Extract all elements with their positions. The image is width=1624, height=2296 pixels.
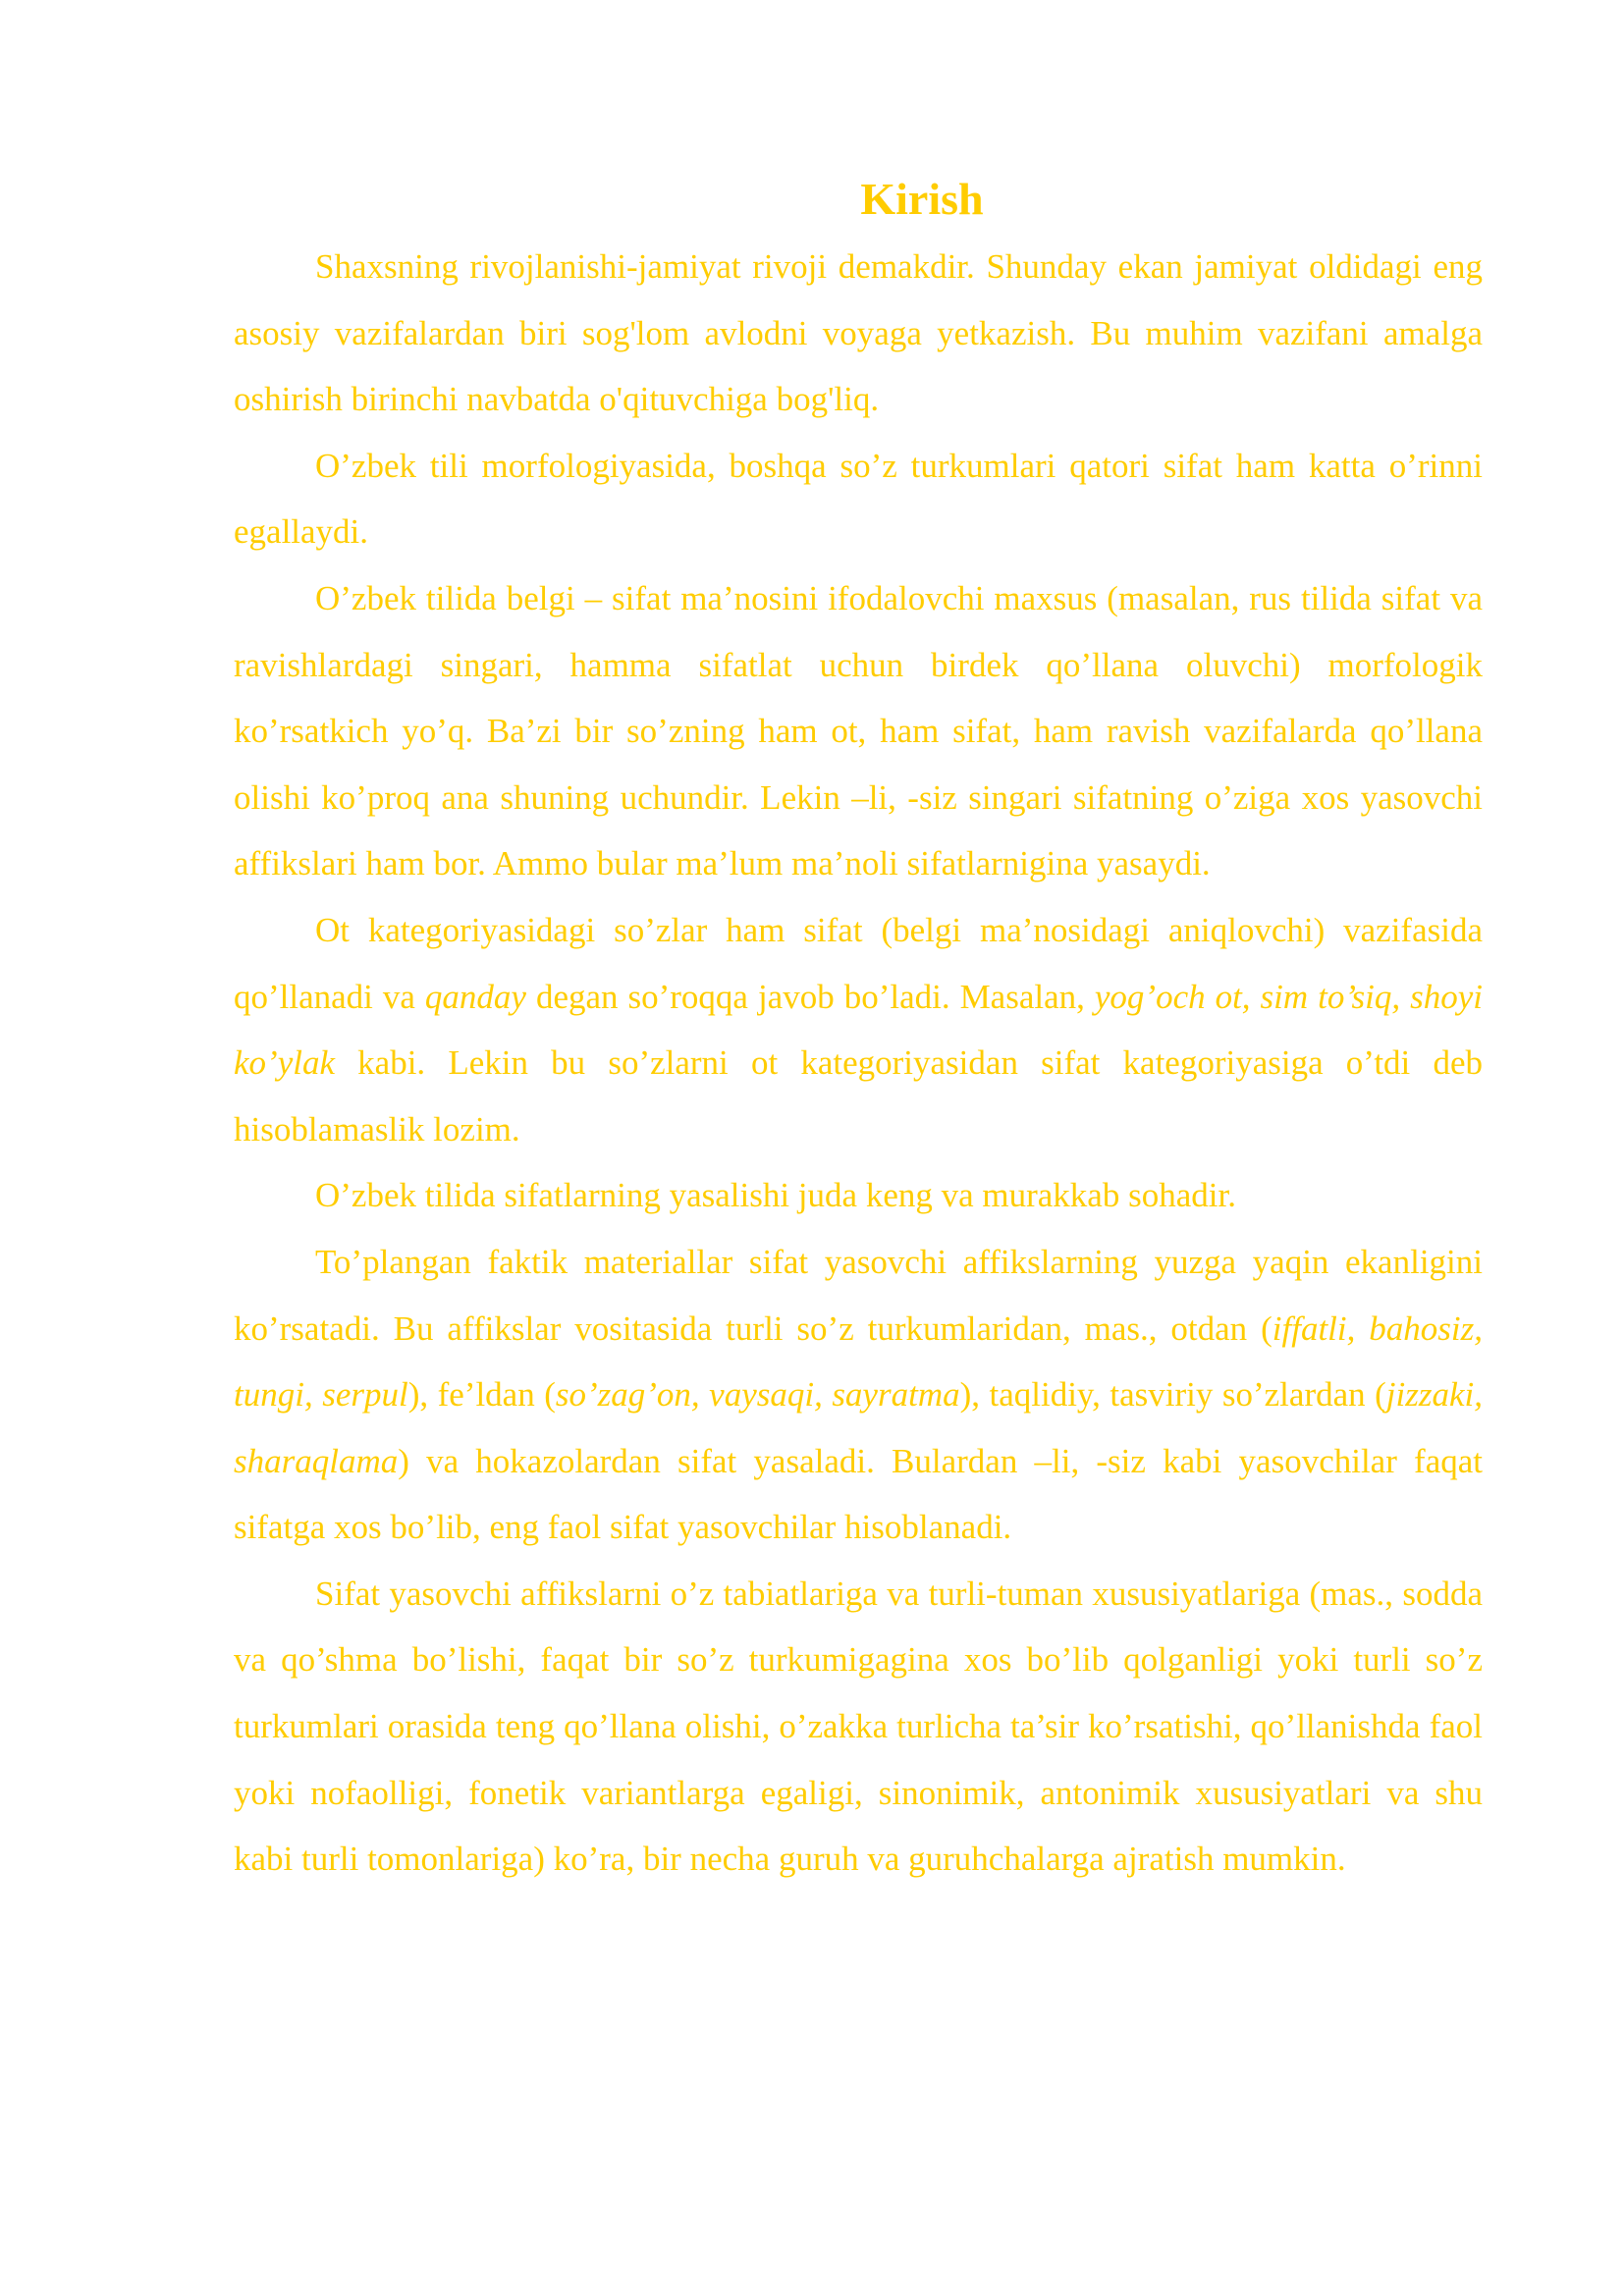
paragraph-text: kabi. Lekin bu so’zlarni ot kategoriyasidan sifat kategoriyasiga o’tdi deb hisoblamaslik lozim.	[234, 1043, 1483, 1148]
paragraph-4	[234, 897, 1483, 1162]
paragraph-text: O’zbek tili morfologiyasida, boshqa so’z turkumlari qatori sifat ham katta o’rinni egallaydi.	[234, 446, 1483, 552]
paragraph-text: Shaxsning rivojlanishi-jamiyat rivoji demakdir. Shunday ekan jamiyat oldidagi eng asosiy vazifalardan biri sog'lom avlodni voyaga yetkazish. Bu muhim vazifani amalga oshirish birinchi navbatda o'qituvchiga bog'liq.	[234, 247, 1483, 419]
paragraph-text: O’zbek tilida belgi – sifat ma’nosini ifodalovchi maxsus (masalan, rus tilida sifat va ravishlardagi singari, hamma sifatlat uchun birdek qo’llana oluvchi) morfologik ko’rsatkich yo’q. Ba’zi bir so’zning ham ot, ham sifat, ham ravish vazifalarda qo’llana olishi ko’proq ana shuning uchundir. Lekin –li, -siz singari sifatning o’ziga xos yasovchi affikslari ham bor. Ammo bular ma’lum ma’noli sifatlarnigina yasaydi.	[234, 578, 1483, 883]
paragraph-text: Ot kategoriyasidagi so’zlar ham sifat (belgi ma’nosidagi aniqlovchi) vazifasida qo’llanadi va	[234, 910, 1483, 1016]
paragraph-text: O’zbek tilida sifatlarning yasalishi juda keng va murakkab sohadir.	[315, 1176, 1236, 1215]
paragraph-text: Sifat yasovchi affikslarni o’z tabiatlariga va turli-tuman xususiyatlariga (mas., sodda va qo’shma bo’lishi, faqat bir so’z turkumigagina xos bo’lib qolganligi yoki turli so’z turkumlari orasida teng qo’llana olishi, o’zakka turlicha ta’sir ko’rsatishi, qo’llanishda faol yoki nofaolligi, fonetik variantlarga egaligi, sinonimik, antonimik xususiyatlari va shu kabi turli tomonlariga) ko’ra, bir necha guruh va guruhchalarga ajratish mumkin.	[234, 1574, 1483, 1879]
page-title: Kirish	[860, 174, 984, 224]
example-words: iffatli, bahosiz, tungi, serpul	[234, 1308, 1483, 1415]
paragraph-6	[234, 1229, 1483, 1561]
paragraph-text: degan so’roqqa javob bo’ladi. Masalan,	[525, 977, 1095, 1016]
paragraph-text: ) va hokazolardan sifat yasaladi. Bulardan –li, -siz kabi yasovchilar faqat sifatga xos bo’lib, eng faol sifat yasovchilar hisoblanadi.	[234, 1441, 1483, 1547]
example-words: jizzaki, sharaqlama	[234, 1375, 1483, 1480]
example-words: yog’och ot, sim to’siq, shoyi ko’ylak	[234, 977, 1483, 1083]
paragraph-7	[234, 1561, 1483, 1893]
document-body	[234, 165, 1483, 1893]
paragraph-1	[234, 234, 1483, 433]
example-word: qanday	[424, 977, 526, 1016]
paragraph-5	[234, 1162, 1483, 1229]
example-words: so’zag’on, vaysaqi, sayratma	[555, 1375, 960, 1415]
paragraph-text: ), taqlidiy, tasviriy so’zlardan (	[959, 1375, 1386, 1415]
paragraph-3	[234, 565, 1483, 897]
paragraph-text: To’plangan faktik materiallar sifat yasovchi affikslarning yuzga yaqin ekanligini ko’rsatadi. Bu affikslar vositasida turli so’z turkumlaridan, mas., otdan (	[234, 1242, 1483, 1348]
paragraph-text: ), fe’ldan (	[407, 1375, 556, 1415]
paragraph-2	[234, 433, 1483, 565]
